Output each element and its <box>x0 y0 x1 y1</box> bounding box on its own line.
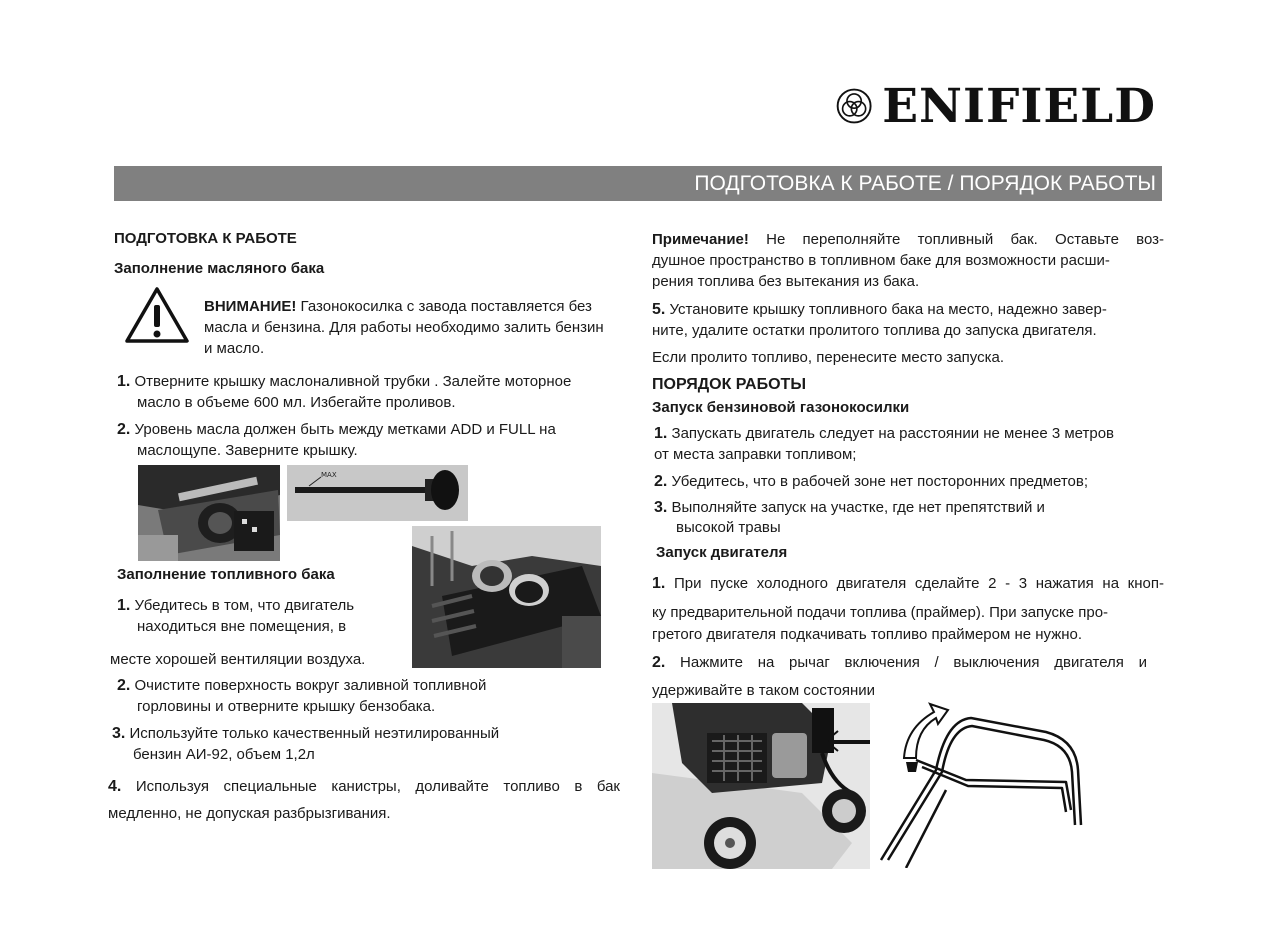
fuel-step-2-line-2: горловины и отверните крышку бензобака. <box>137 698 436 715</box>
dipstick-photo <box>287 465 468 521</box>
start-step-2-line-1: 2. Убедитесь, что в рабочей зоне нет посторонних предметов; <box>654 473 1089 490</box>
warning-line-3: и масло. <box>204 340 265 357</box>
section-title-preparation: ПОДГОТОВКА К РАБОТЕ <box>114 230 297 247</box>
section-header-bar: ПОДГОТОВКА К РАБОТЕ / ПОРЯДОК РАБОТЫ <box>114 166 1162 201</box>
oil-step-1-line-1: 1. Отверните крышку маслоналивной трубки . Залейте моторное <box>117 373 572 390</box>
oil-step-2-line-1: 2. Уровень масла должен быть между метками ADD и FULL на <box>117 421 556 438</box>
section-title-operation: ПОРЯДОК РАБОТЫ <box>652 376 806 393</box>
dipstick-max-label: MAX <box>321 471 337 479</box>
warning-triangle-icon <box>124 286 190 344</box>
note-line-1: Примечание! Не переполняйте топливный бак. Оставьте воз- <box>652 231 1164 248</box>
fuel-step-4-line-1: 4. Используя специальные канистры, доливайте топливо в бак <box>108 778 620 795</box>
engine-step-1-line-1: 1. При пуске холодного двигателя сделайте 2 - 3 нажатия на кноп- <box>652 575 1164 592</box>
subtitle-engine-start: Запуск двигателя <box>656 544 788 561</box>
arrow-left-icon <box>822 728 872 754</box>
fuel-step-3-line-2: бензин АИ-92, объем 1,2л <box>133 746 315 763</box>
start-step-3-line-1: 3. Выполняйте запуск на участке, где нет препятствий и <box>654 499 1045 516</box>
engine-step-1-line-2: ку предварительной подачи топлива (праймер). При запуске про- <box>652 604 1109 621</box>
oil-cap-photo <box>138 465 280 561</box>
engine-step-2-line-2: удерживайте в таком состоянии <box>652 682 876 699</box>
fuel-step-1-line-2: находиться вне помещения, в <box>137 618 347 635</box>
step-5-line-2: ните, удалите остатки пролитого топлива до запуска двигателя. <box>652 322 1097 339</box>
fuel-step-3-line-1: 3. Используйте только качественный неэтилированный <box>112 725 500 742</box>
engine-step-1-line-3: гретого двигателя подкачивать топливо праймером не нужно. <box>652 626 1083 643</box>
handle-lever-drawing <box>876 700 1091 868</box>
brand-name: ENIFIELD <box>882 78 1156 134</box>
fuel-step-2-line-1: 2. Очистите поверхность вокруг заливной топливной <box>117 677 487 694</box>
warning-line-2: масла и бензина. Для работы необходимо залить бензин <box>204 319 604 336</box>
fuel-step-4-line-2: медленно, не допуская разбрызгивания. <box>108 805 391 822</box>
step-5-line-1: 5. Установите крышку топливного бака на место, надежно завер- <box>652 301 1107 318</box>
note-line-3: рения топлива без вытекания из бака. <box>652 273 920 290</box>
engine-step-2-line-1: 2. Нажмите на рычаг включения / выключения двигателя и <box>652 654 1147 671</box>
subtitle-fuel-filling: Заполнение топливного бака <box>117 566 335 583</box>
brand-logo <box>836 72 1156 140</box>
subtitle-mower-start: Запуск бензиновой газонокосилки <box>652 399 910 416</box>
fuel-tank-photo <box>412 526 601 668</box>
fuel-step-1-line-1: 1. Убедитесь в том, что двигатель <box>117 597 355 614</box>
start-step-1-line-2: от места заправки топливом; <box>654 446 857 463</box>
fuel-step-1-line-3: месте хорошей вентиляции воздуха. <box>110 651 366 668</box>
warning-line-1: ВНИМАНИЕ! Газонокосилка с завода поставляется без <box>204 298 592 315</box>
enifield-logo-icon <box>836 73 872 139</box>
oil-step-2-line-2: маслощупе. Заверните крышку. <box>137 442 358 459</box>
start-step-1-line-1: 1. Запускать двигатель следует на расстоянии не менее 3 метров <box>654 425 1115 442</box>
oil-step-1-line-2: масло в объеме 600 мл. Избегайте проливов. <box>137 394 456 411</box>
subtitle-oil-filling: Заполнение масляного бака <box>114 260 325 277</box>
note-line-2: душное пространство в топливном баке для возможности расши- <box>652 252 1110 269</box>
spill-note: Если пролито топливо, перенесите место запуска. <box>652 349 1005 366</box>
start-step-3-line-2: высокой травы <box>676 519 781 536</box>
